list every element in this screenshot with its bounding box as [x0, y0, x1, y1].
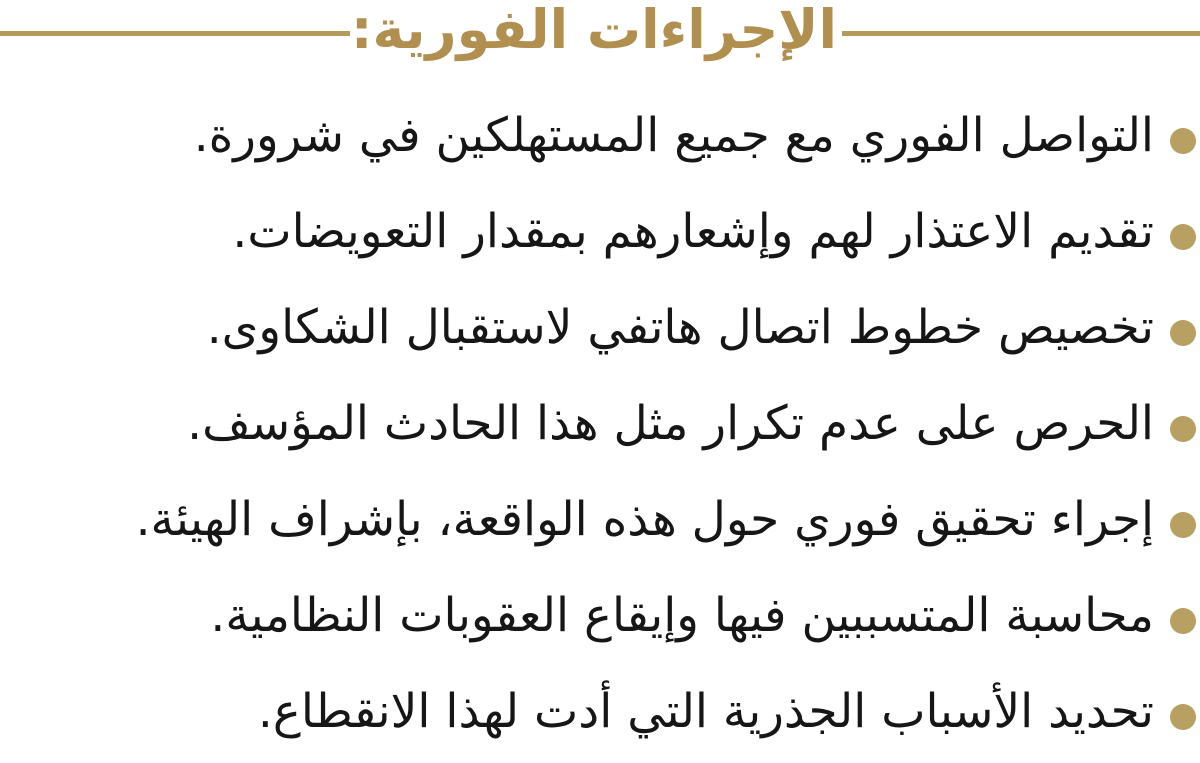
bullet-dot-icon: [1170, 512, 1196, 538]
bullet-dot-icon: [1170, 128, 1196, 154]
list-item: [0, 462, 1200, 558]
list-item-text: تحديد الأسباب الجذرية التي أدت لهذا الانقطاع.: [257, 684, 1154, 739]
list-item: [0, 558, 1200, 654]
list-item: [0, 78, 1200, 174]
header-divider-right: [842, 31, 1200, 36]
list-item: [0, 270, 1200, 366]
list-item-text: تخصيص خطوط اتصال هاتفي لاستقبال الشكاوى.: [206, 300, 1154, 355]
list-item-text: إجراء تحقيق فوري حول هذه الواقعة، بإشراف الهيئة.: [135, 492, 1154, 547]
bullet-dot-icon: [1170, 224, 1196, 250]
header-divider-left: [0, 31, 350, 36]
list-item: [0, 366, 1200, 462]
actions-list: [0, 78, 1200, 750]
section-title: الإجراءات الفورية:: [350, 0, 837, 61]
list-item-text: محاسبة المتسببين فيها وإيقاع العقوبات النظامية.: [210, 588, 1154, 643]
list-item-text: تقديم الاعتذار لهم وإشعارهم بمقدار التعويضات.: [232, 204, 1154, 259]
bullet-dot-icon: [1170, 416, 1196, 442]
bullet-dot-icon: [1170, 320, 1196, 346]
list-item: [0, 654, 1200, 750]
list-item-text: الحرص على عدم تكرار مثل هذا الحادث المؤسف.: [187, 396, 1154, 451]
list-item-text: التواصل الفوري مع جميع المستهلكين في شرورة.: [193, 108, 1154, 163]
section-header: [0, 0, 1200, 68]
bullet-dot-icon: [1170, 704, 1196, 730]
list-item: [0, 174, 1200, 270]
bullet-dot-icon: [1170, 608, 1196, 634]
